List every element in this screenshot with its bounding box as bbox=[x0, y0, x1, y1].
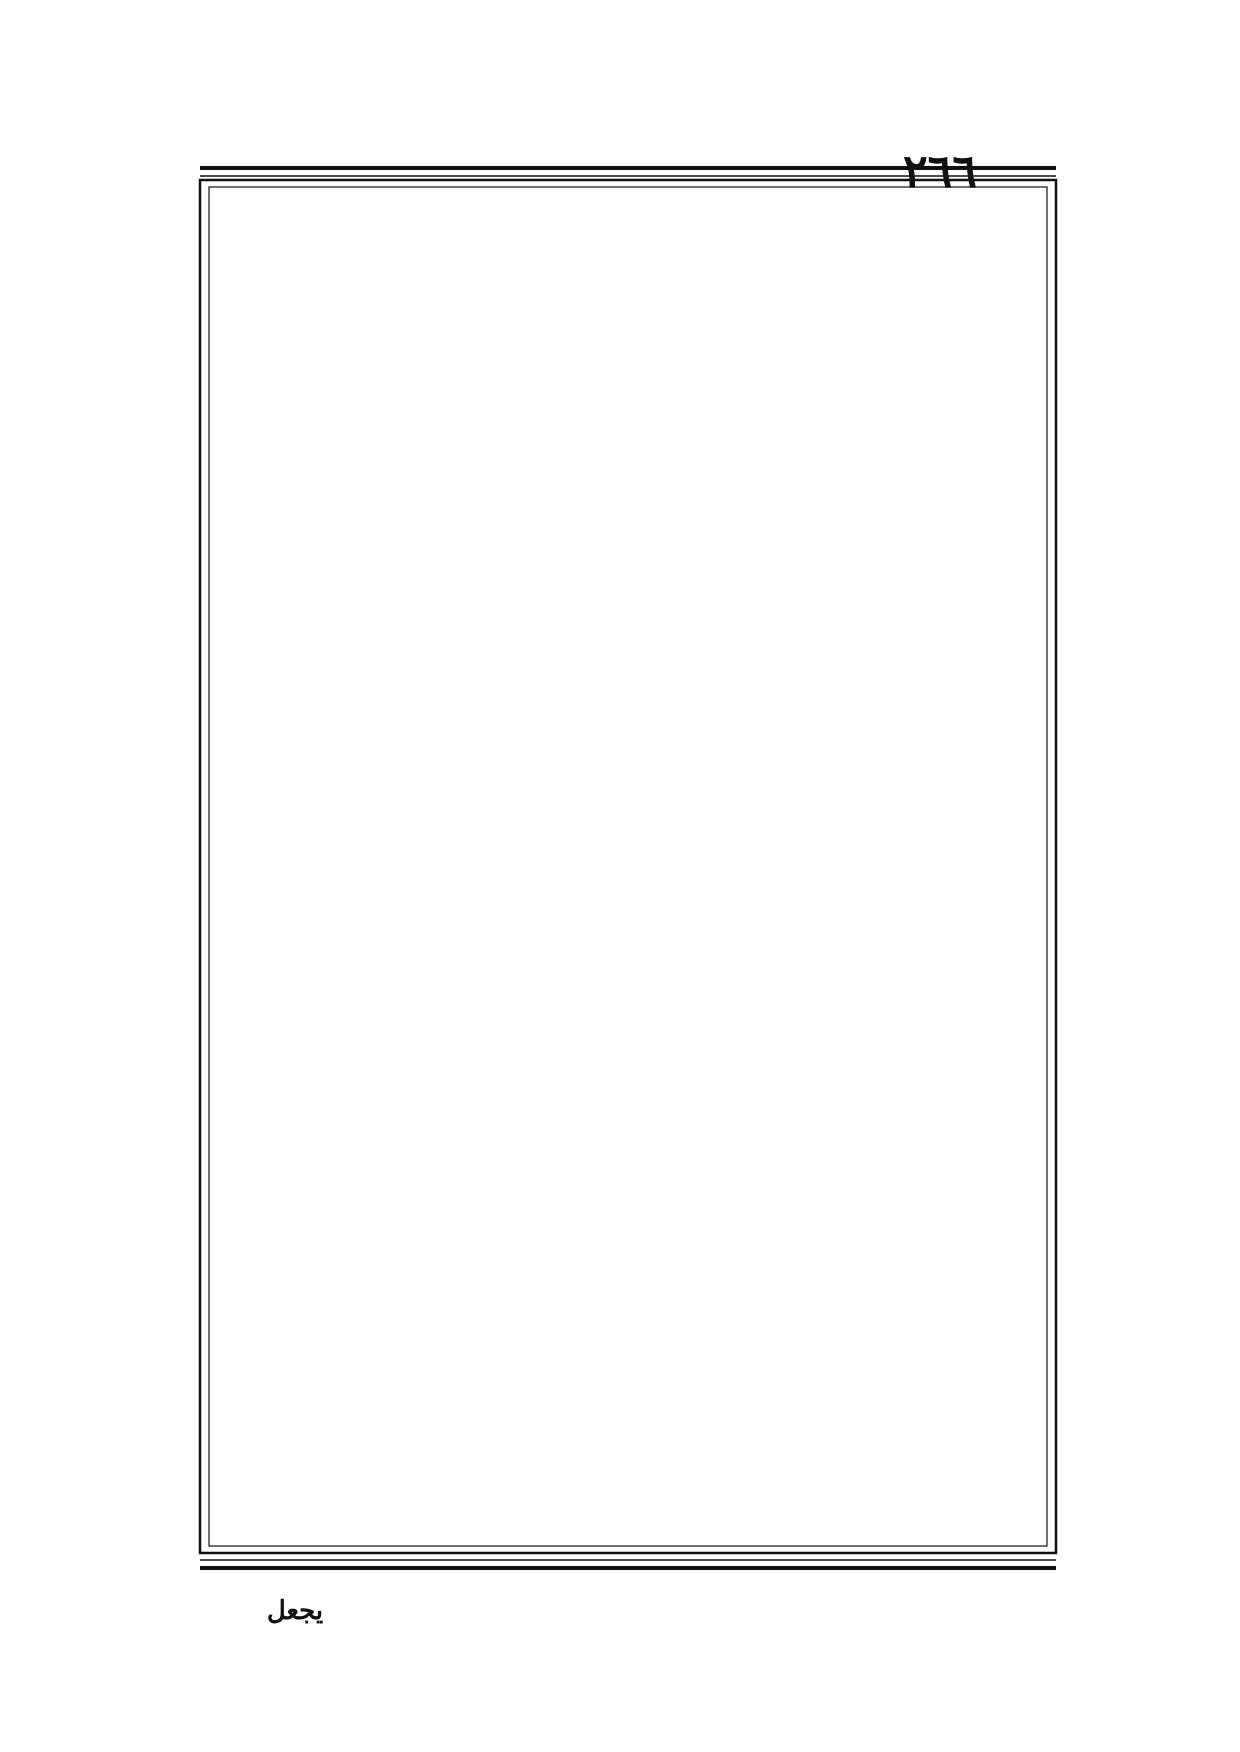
text-line bbox=[222, 344, 1032, 381]
text-line bbox=[222, 938, 1032, 975]
text-line bbox=[222, 1124, 1032, 1161]
text-line bbox=[222, 1087, 1032, 1124]
text-line bbox=[222, 901, 1032, 938]
text-line bbox=[222, 604, 1032, 641]
main-text-block bbox=[222, 195, 1032, 1533]
text-line bbox=[222, 715, 1032, 752]
text-line bbox=[222, 1422, 1032, 1459]
text-line bbox=[222, 269, 1032, 306]
text-line bbox=[222, 1273, 1032, 1310]
text-line bbox=[222, 418, 1032, 455]
text-line bbox=[222, 492, 1032, 529]
text-line bbox=[222, 1199, 1032, 1236]
text-line bbox=[222, 232, 1032, 269]
text-line bbox=[222, 1236, 1032, 1273]
text-line bbox=[222, 790, 1032, 827]
text-line bbox=[222, 1310, 1032, 1347]
text-line bbox=[222, 827, 1032, 864]
text-line bbox=[222, 1013, 1032, 1050]
text-line bbox=[222, 455, 1032, 492]
text-line bbox=[222, 1347, 1032, 1384]
text-line bbox=[222, 678, 1032, 715]
text-line bbox=[222, 195, 1032, 232]
text-line bbox=[222, 307, 1032, 344]
text-line bbox=[222, 864, 1032, 901]
text-line bbox=[222, 1050, 1032, 1087]
text-line bbox=[222, 1161, 1032, 1198]
text-line bbox=[222, 381, 1032, 418]
page-number: ٢٦٦ bbox=[902, 144, 978, 198]
catchword: يجعل bbox=[266, 1596, 324, 1626]
text-line bbox=[222, 641, 1032, 678]
text-line bbox=[222, 1459, 1032, 1496]
text-line bbox=[222, 976, 1032, 1013]
text-line bbox=[222, 567, 1032, 604]
text-line bbox=[222, 530, 1032, 567]
text-line bbox=[222, 753, 1032, 790]
text-line bbox=[222, 1496, 1032, 1533]
text-line bbox=[222, 1384, 1032, 1421]
